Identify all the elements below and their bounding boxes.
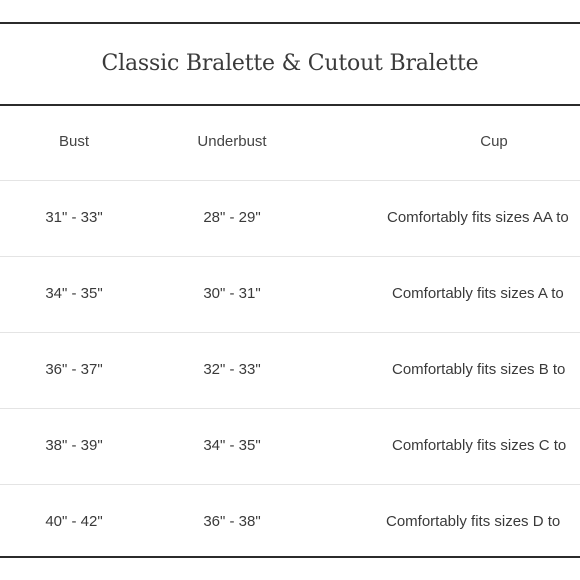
header-cup: Cup	[480, 133, 508, 150]
table-row	[0, 256, 580, 333]
cup-cell: Comfortably fits sizes B to	[392, 361, 566, 378]
table-row	[0, 332, 580, 409]
cup-cell: Comfortably fits sizes AA to	[387, 209, 569, 226]
table-row	[0, 180, 580, 257]
table-header-row	[0, 104, 580, 181]
bust-cell: 40" - 42"	[45, 513, 103, 530]
underbust-cell: 36" - 38"	[203, 513, 261, 530]
bust-cell: 36" - 37"	[45, 361, 103, 378]
table-title: Classic Bralette & Cutout Bralette	[101, 51, 479, 76]
header-underbust: Underbust	[197, 133, 267, 150]
cup-cell: Comfortably fits sizes C to	[392, 437, 567, 454]
table-row	[0, 484, 580, 560]
cup-cell: Comfortably fits sizes A to	[392, 285, 564, 302]
underbust-cell: 34" - 35"	[203, 437, 261, 454]
cup-cell: Comfortably fits sizes D to	[386, 513, 561, 530]
header-bust: Bust	[58, 133, 89, 150]
size-chart-table	[0, 22, 580, 558]
underbust-cell: 30" - 31"	[203, 285, 261, 302]
underbust-cell: 28" - 29"	[203, 209, 261, 226]
bust-cell: 34" - 35"	[45, 285, 103, 302]
bust-cell: 31" - 33"	[45, 209, 103, 226]
table-title-row	[0, 24, 580, 106]
underbust-cell: 32" - 33"	[203, 361, 261, 378]
table-row	[0, 408, 580, 485]
bust-cell: 38" - 39"	[45, 437, 103, 454]
